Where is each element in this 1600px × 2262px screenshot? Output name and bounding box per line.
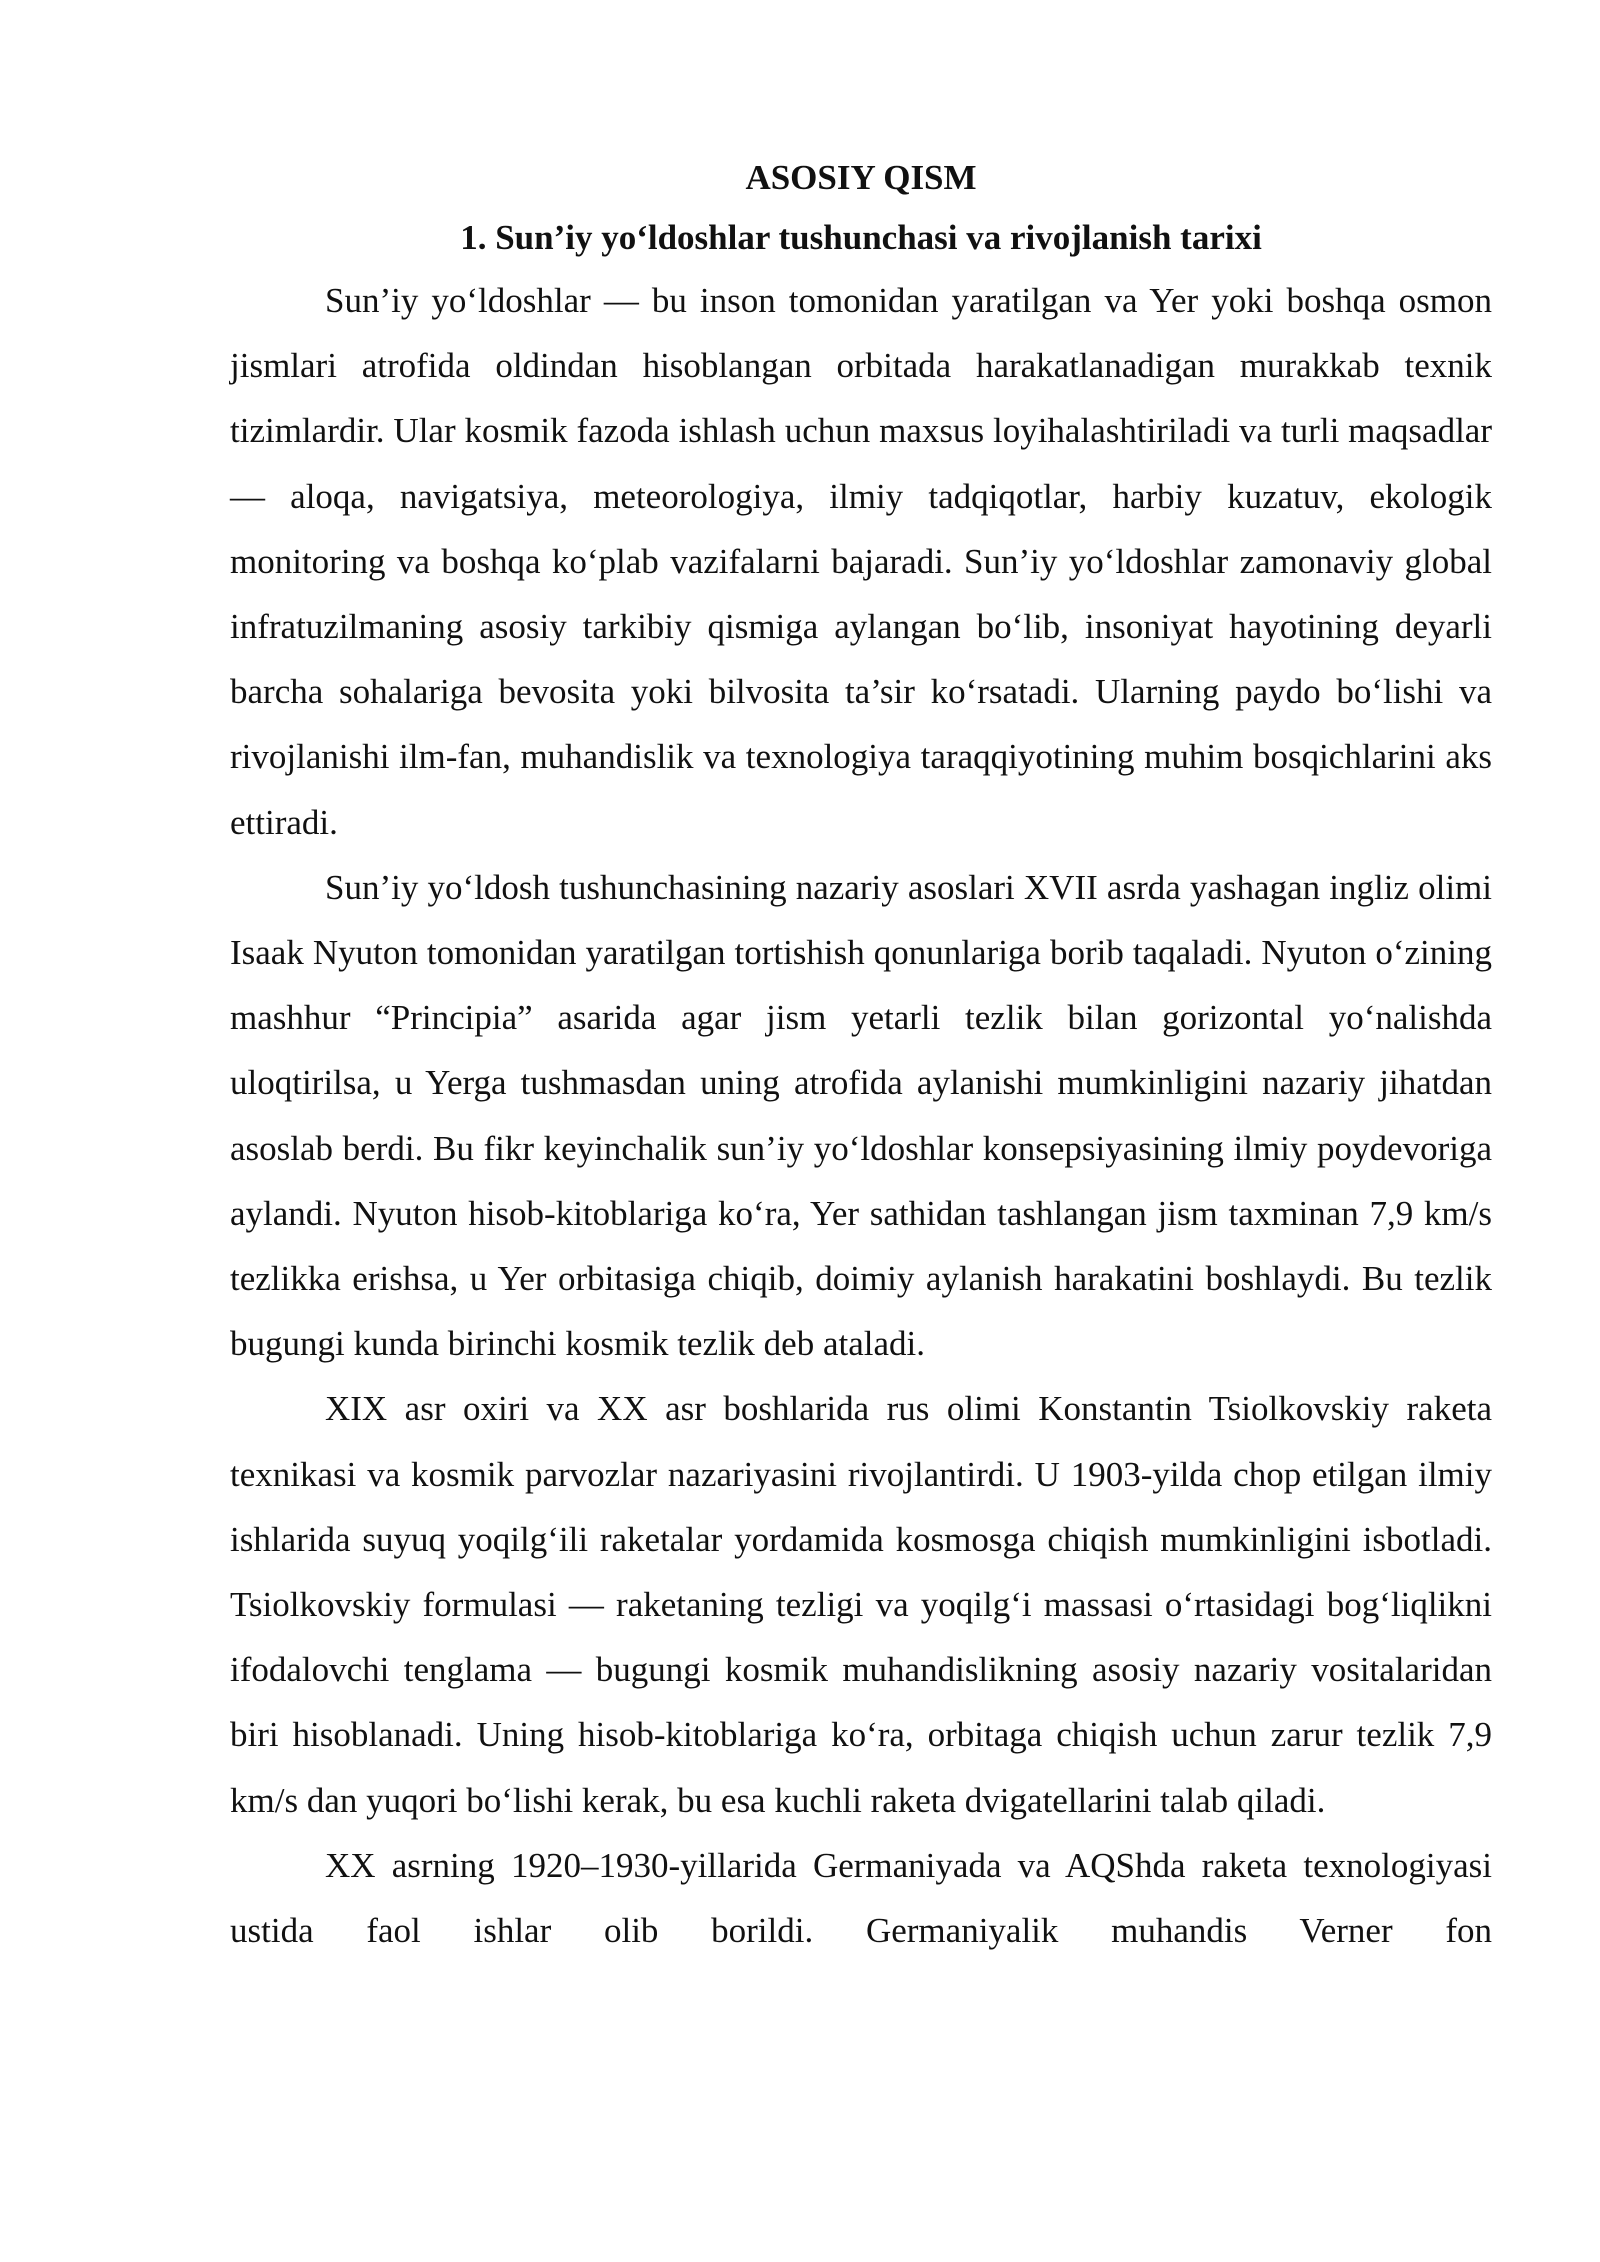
paragraph-germany-usa: XX asrning 1920–1930-yillarida Germaniyada va AQShda raketa texnologiyasi ustida faol ishlar olib borildi. Germaniyalik muhandis Verner fon — [230, 1845, 1492, 1951]
paragraph-tsiolkovsky: XIX asr oxiri va XX asr boshlarida rus olimi Konstantin Tsiolkovskiy raketa texnikasi va kosmik parvozlar nazariyasini rivojlantirdi. U 1903-yilda chop etilgan ilmiy ishlarida suyuq yoqilg‘ili raketalar yordamida kosmosga chiqish mumkinligini isbotladi. Tsiolkovskiy formulasi — raketaning tezligi va yoqilg‘i massasi o‘rtasidagi bog‘liqlikni ifodalovchi tenglama — bugungi kosmik muhandislikning asosiy nazariy vositalaridan biri hisoblanadi. Uning hisob-kitoblariga ko‘ra, orbitaga chiqish uchun zarur tezlik 7,9 km/s dan yuqori bo‘lishi kerak, bu esa kuchli raketa dvigatellarini talab qiladi. — [230, 1389, 1492, 1820]
subsection-title: 1. Sun’iy yo‘ldoshlar tushunchasi va rivojlanish tarixi — [460, 218, 1262, 257]
paragraph-newton: Sun’iy yo‘ldosh tushunchasining nazariy asoslari XVII asrda yashagan ingliz olimi Isaak Nyuton tomonidan yaratilgan tortishish qonunlariga borib taqaladi. Nyuton o‘zining mashhur “Principia” asarida agar jism yetarli tezlik bilan gorizontal yo‘nalishda uloqtirilsa, u Yerga tushmasdan uning atrofida aylanishi mumkinligini nazariy jihatdan asoslab berdi. Bu fikr keyinchalik sun’iy yo‘ldoshlar konsepsiyasining ilmiy poydevoriga aylandi. Nyuton hisob-kitoblariga ko‘ra, Yer sathidan tashlangan jism taxminan 7,9 km/s tezlikka erishsa, u Yer orbitasiga chiqib, doimiy aylanish harakatini boshlaydi. Bu tezlik bugungi kunda birinchi kosmik tezlik deb ataladi. — [230, 867, 1492, 1364]
paragraph-definition: Sun’iy yo‘ldoshlar — bu inson tomonidan yaratilgan va Yer yoki boshqa osmon jismlari atrofida oldindan hisoblangan orbitada harakatlanadigan murakkab texnik tizimlardir. Ular kosmik fazoda ishlash uchun maxsus loyihalashtiriladi va turli maqsadlar — aloqa, navigatsiya, meteorologiya, ilmiy tadqiqotlar, harbiy kuzatuv, ekologik monitoring va boshqa ko‘plab vazifalarni bajaradi. Sun’iy yo‘ldoshlar zamonaviy global infratuzilmaning asosiy tarkibiy qismiga aylangan bo‘lib, insoniyat hayotining deyarli barcha sohalariga bevosita yoki bilvosita ta’sir ko‘rsatadi. Ularning paydo bo‘lishi va rivojlanishi ilm-fan, muhandislik va texnologiya taraqqiyotining muhim bosqichlarini aks ettiradi. — [230, 281, 1492, 842]
document-page — [230, 148, 1492, 1963]
section-title: ASOSIY QISM — [745, 158, 977, 197]
